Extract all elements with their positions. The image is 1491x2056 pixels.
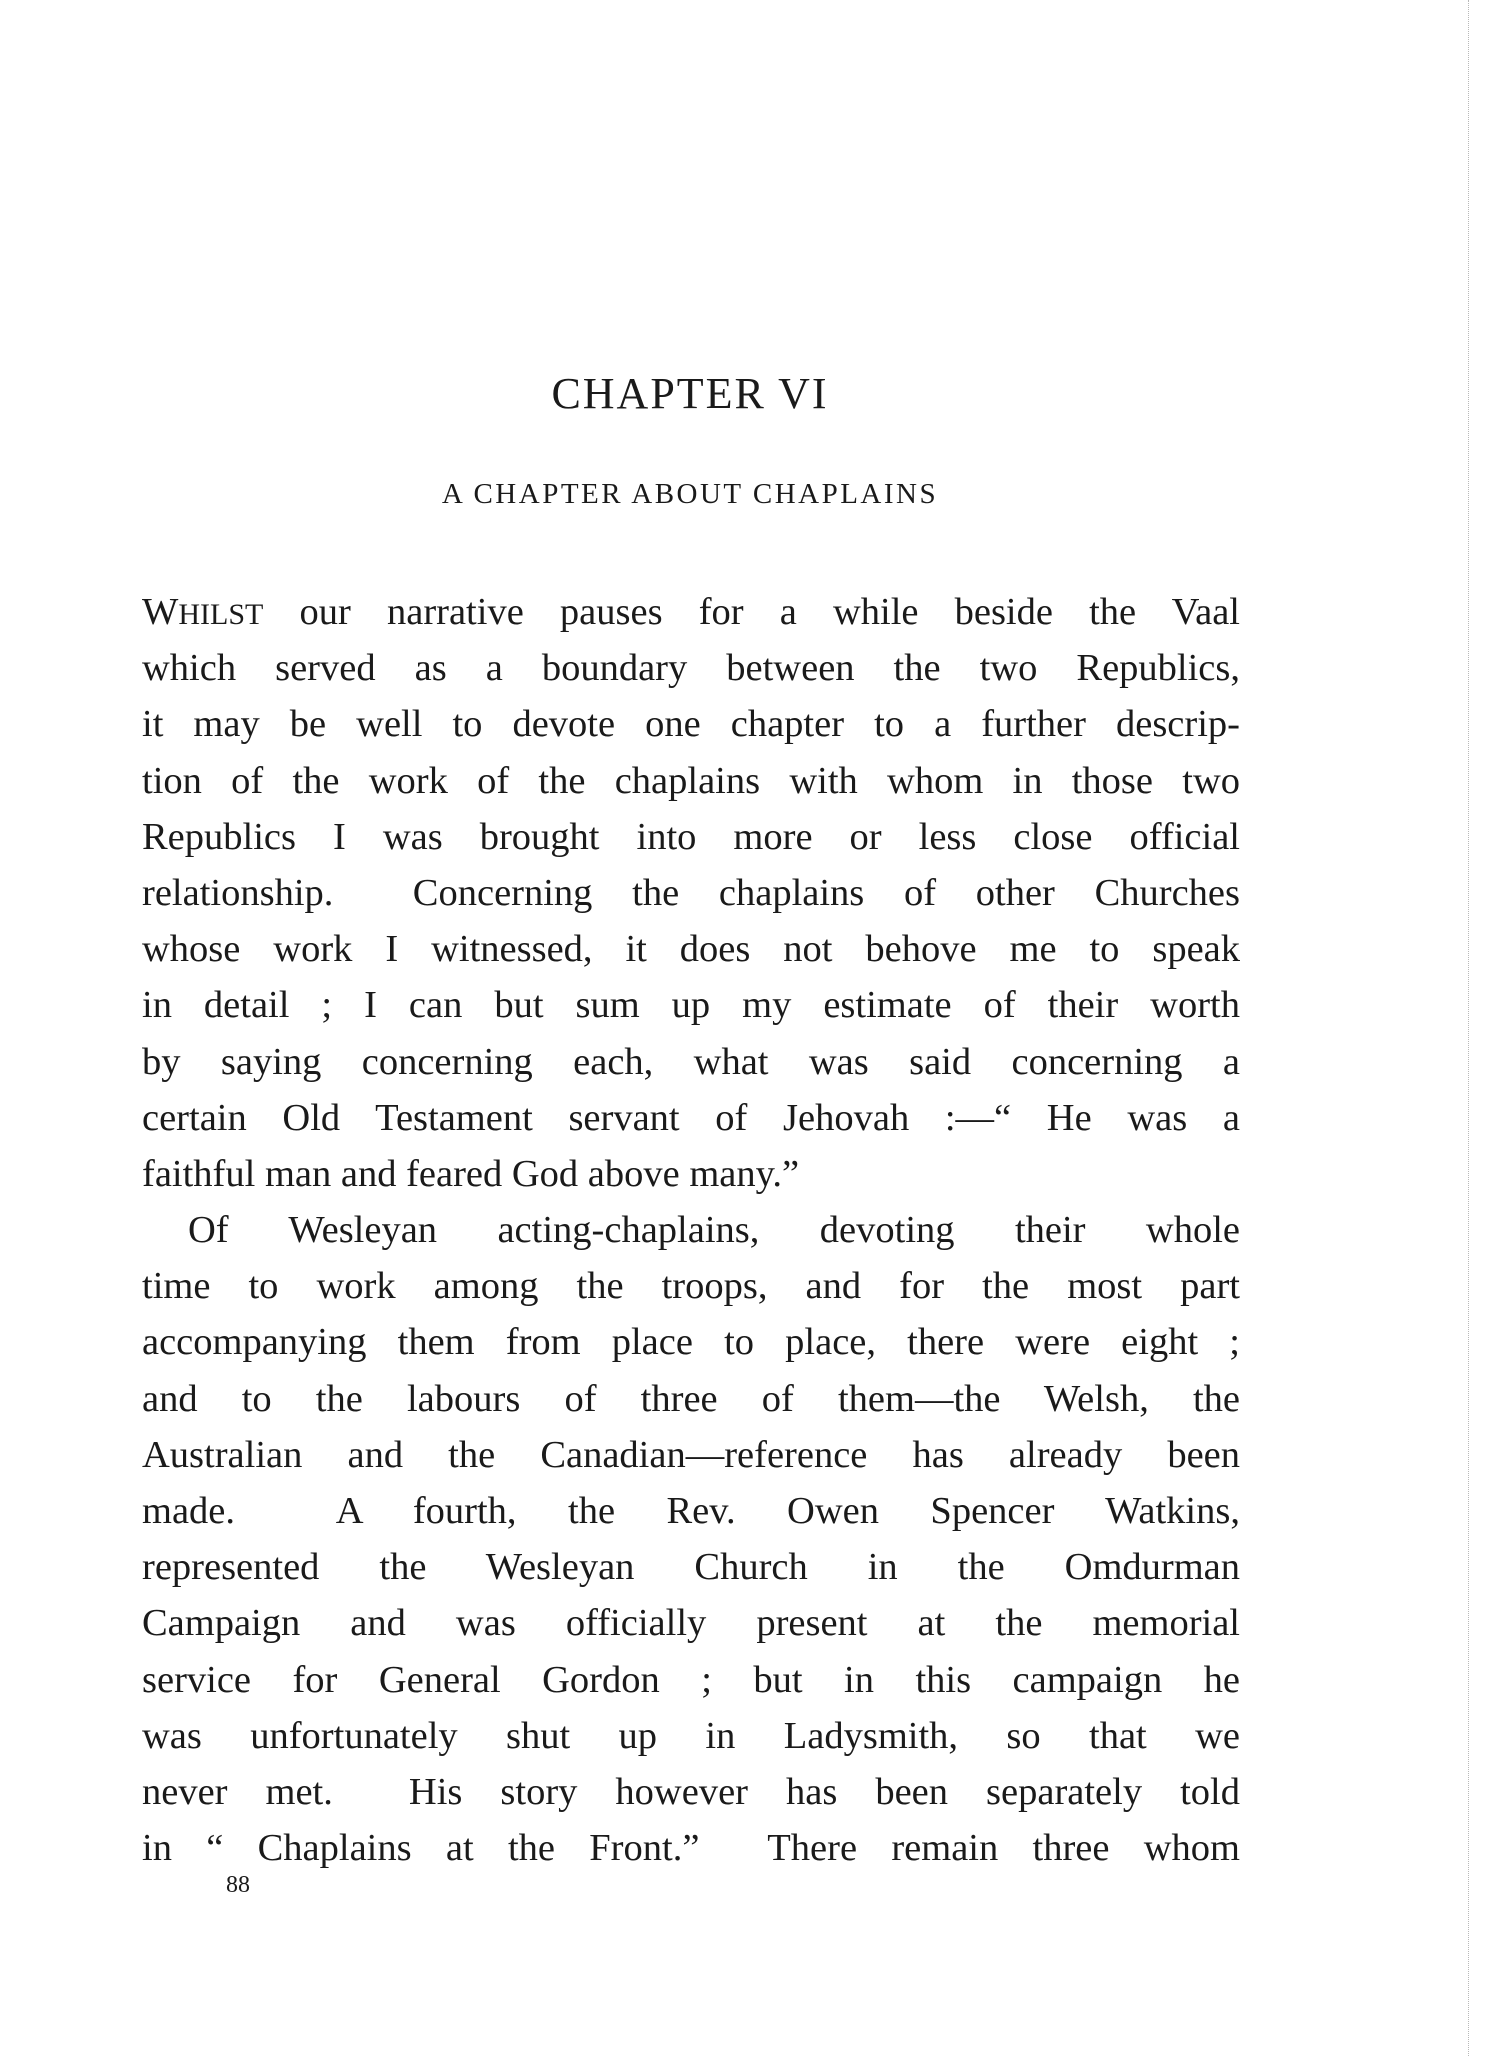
text-line [142,640,1240,696]
line-text: service for General Gordon ; but in this campaign he [142,1658,1240,1701]
line-text: which served as a boundary between the two Republics, [142,647,1240,690]
line-text: faithful man and feared God above many.” [142,1152,800,1195]
text-line [142,1090,1240,1146]
line-text: Republics I was brought into more or less close official [142,815,1240,858]
text-line [142,1258,1240,1314]
text-line [142,1146,1240,1202]
line-text: made. A fourth, the Rev. Owen Spencer Watkins, [142,1490,1240,1532]
text-line [142,753,1240,809]
text-line [142,696,1240,752]
line-text: it may be well to devote one chapter to a further descrip- [142,703,1240,746]
line-text: was unfortunately shut up in Ladysmith, so that we [142,1714,1240,1757]
line-text: accompanying them from place to place, there were eight ; [142,1321,1240,1364]
text-line [142,1764,1240,1820]
chapter-title: A CHAPTER ABOUT CHAPLAINS [441,478,939,510]
paragraph [142,584,1240,1202]
page-number: 88 [226,1872,250,1898]
text-line [142,1652,1240,1708]
line-text: whose work I witnessed, it does not behove me to speak [142,928,1240,971]
text-line [142,865,1240,921]
line-text: never met. His story however has been separately told [142,1770,1240,1813]
text-line [142,1034,1240,1090]
line-text: our narrative pauses for a while beside the Vaal [263,591,1240,633]
line-text: in detail ; I can but sum up my estimate of their worth [142,984,1240,1027]
line-text: represented the Wesleyan Church in the Omdurman [142,1546,1240,1589]
text-line [142,1483,1240,1539]
scan-page-edge [1468,0,1469,2056]
text-line [142,584,1240,640]
line-text: certain Old Testament servant of Jehovah :—“ He was a [142,1096,1240,1139]
body-text [142,584,1240,1876]
paragraph [142,1202,1240,1876]
text-line [142,1427,1240,1483]
line-text: relationship. Concerning the chaplains of other Churches [142,871,1240,914]
line-text: tion of the work of the chaplains with whom in those two [142,759,1240,802]
text-line [142,1539,1240,1595]
text-line [142,1820,1240,1876]
text-line [142,1202,1240,1258]
chapter-heading: CHAPTER VI [551,369,829,418]
line-text: in “ Chaplains at the Front.” There remain three whom [142,1827,1240,1870]
text-line [142,921,1240,977]
line-text: Australian and the Canadian—reference has already been [142,1433,1240,1476]
initial-capital: W [142,591,179,633]
text-line [142,1314,1240,1370]
text-line [142,1708,1240,1764]
text-line [142,1595,1240,1651]
line-text: time to work among the troops, and for the most part [142,1265,1240,1308]
line-text: Of Wesleyan acting-chaplains, devoting their whole [188,1209,1240,1252]
line-text: and to the labours of three of them—the Welsh, the [142,1377,1240,1420]
text-line [142,809,1240,865]
line-text: by saying concerning each, what was said concerning a [142,1040,1240,1083]
text-line [142,1371,1240,1427]
small-caps-text: HILST [178,598,264,631]
line-text: Campaign and was officially present at the memorial [142,1602,1240,1645]
text-line [142,977,1240,1033]
